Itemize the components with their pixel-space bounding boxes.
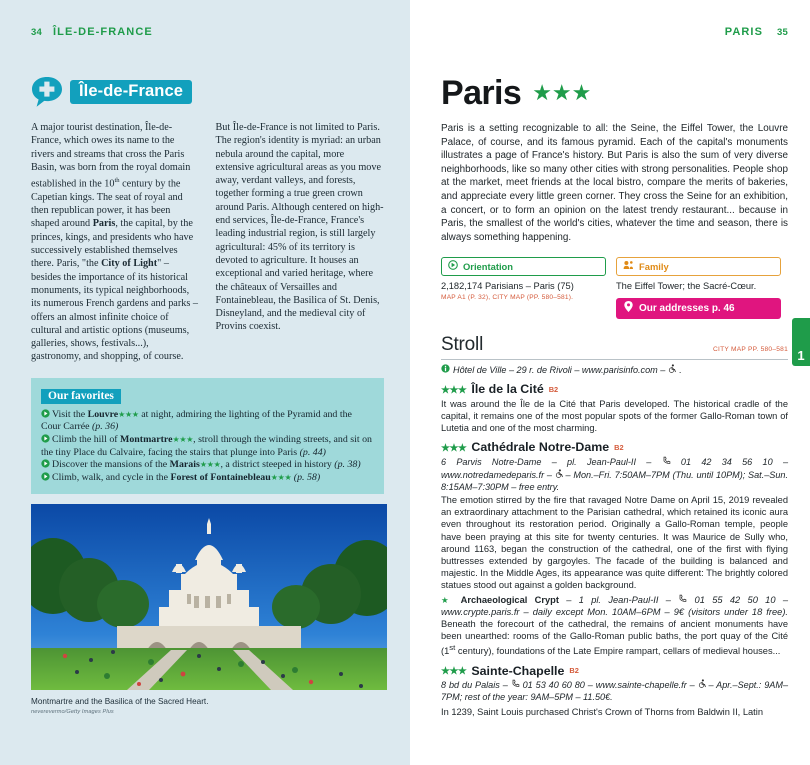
- tourist-office-tail: .: [679, 365, 682, 376]
- phone-icon: [511, 680, 520, 690]
- right-page: [410, 0, 810, 765]
- poi-cathedrale-notre-dame: [441, 441, 788, 657]
- region-badge: [31, 76, 384, 108]
- wheelchair-icon: [698, 680, 706, 690]
- orientation-map-reference: MAP A1 (P. 32), CITY MAP (PP. 580–581).: [441, 294, 574, 302]
- poi-practical-info: 6 Parvis Notre-Dame – pl. Jean-Paul-II – 01 42 34 56 10 – www.notredamedeparis.fr – – Mon.–Fri. 7:50AM–7PM (Thu. until 10PM); Sat.–Sun. 8:15AM–7:30PM – free entry.: [441, 456, 788, 492]
- page-title: [441, 76, 788, 110]
- left-page-number: 34: [31, 27, 42, 38]
- right-page-number: 35: [777, 27, 788, 38]
- right-running-title: PARIS: [724, 26, 764, 38]
- orientation-box: [441, 257, 606, 319]
- poi-title: Île de la Cité: [471, 382, 544, 397]
- our-addresses-button[interactable]: [616, 298, 781, 319]
- family-people-icon: [623, 260, 634, 272]
- poi-map-grid: B2: [569, 666, 579, 676]
- left-column-2: [216, 121, 385, 364]
- poi-heading: [441, 441, 788, 455]
- poi-heading: [441, 665, 788, 679]
- poi-ile-de-la-cite: [441, 383, 788, 434]
- sacre-coeur-photo: [31, 504, 387, 690]
- rating-stars: ★★★: [532, 80, 592, 105]
- info-icon: [441, 364, 450, 376]
- arrow-bullet-icon: [41, 472, 50, 481]
- orientation-label: Orientation: [463, 260, 514, 272]
- info-boxes: [441, 257, 788, 319]
- photo-block: [31, 504, 387, 715]
- orientation-population: 2,182,174 Parisians – Paris (75): [441, 281, 574, 292]
- left-column-1-text: A major tourist destination, Île-de-France, which owes its name to the rivers and streams that cross the Paris Basin, was born from the royal domain established in the 10th century by the Capetian kings. The seat of royal and then republican power, it has been shaped around Paris, the capital, by the princes, kings, and presidents who have successively established themselves there. Paris, "the City of Light" – besides the importance of its historical monuments, its typical neighborhoods, its numerous French gardens and parks – offers an almost infinite choice of cultural and artistic options (museums, galleries, shows, festivals...), gastronomy, and shopping, of course.: [31, 122, 198, 363]
- sub-poi-star: ★: [441, 595, 454, 606]
- family-highlights: The Eiffel Tower; the Sacré-Cœur.: [616, 281, 757, 292]
- left-column-2-text: But Île-de-France is not limited to Paris. The region's identity is myriad: an urban nebula around the capital, more extensive agricultural areas as you move away, verdant valleys, and forests, together forming a true green crown around Paris. Although centered on high-end services, Île-de-France, France's leading industrial region, is still largely agricultural: 45% of its territory is devoted to agriculture. It houses an exceptional and varied heritage, where the châteaux of Versailles and Fontainebleau, the Basilica of St. Denis, Disneyland, and the medieval city of Provins coexist.: [215, 122, 384, 333]
- poi-stars: ★★★: [441, 384, 467, 396]
- phone-icon: [678, 595, 687, 605]
- photo-credit: neverevermo/Getty Images Plus: [31, 709, 114, 716]
- family-header: [616, 257, 781, 276]
- poi-heading: [441, 383, 788, 397]
- poi-title: Cathédrale Notre-Dame: [471, 440, 610, 455]
- stroll-section-header: [441, 334, 788, 360]
- poi-title: Sainte-Chapelle: [471, 663, 565, 678]
- region-badge-label: Île-de-France: [70, 80, 192, 104]
- poi-description: The emotion stirred by the fire that ravaged Notre Dame on April 15, 2019 revealed an extraordinary attachment to the Parisian cathedral, which retained its iconic aura even throughout its restoration period. Originally a Gallo-Roman temple, people have been praying at this site for twenty centuries. It was Maurice de Sully who, around 1163, began the construction of the cathedral, one of the first with flying buttresses extended by gargoyles. The facade of the building is balanced and majestic. In the Middle Ages, its appearance was quite different: The brightly colored statues stood out against a golden background.: [441, 495, 788, 590]
- phone-icon: [662, 457, 671, 467]
- poi-map-grid: B2: [614, 443, 624, 453]
- our-favorites-box: [31, 378, 384, 495]
- plus-speech-bubble-icon: [31, 76, 65, 108]
- poi-description: In 1239, Saint Louis purchased Christ's Crown of Thorns from Baldwin II, Latin: [441, 706, 763, 717]
- arrow-bullet-icon: [41, 409, 50, 418]
- list-item: Discover the mansions of the Marais★★★, a district steeped in history (p. 38): [41, 459, 374, 472]
- compass-icon: [448, 260, 458, 272]
- sub-poi-archaeological-crypt: ★ Archaeological Crypt – 1 pl. Jean-Paul-II – 01 55 42 50 10 – www.crypte.paris.fr – daily except Mon. 10AM–6PM – 9€ (visitors under 18 free). Beneath the forecourt of the cathedral, the remains of ancient monuments have been unearthed: rooms of the Gallo-Roman public baths, the port quay of the Cité (1st century), foundations of the Late Empire rampart, cellars of medieval houses...: [441, 595, 788, 657]
- our-favorites-title: Our favorites: [41, 389, 121, 404]
- section-map-reference: CITY MAP PP. 580–581: [712, 346, 788, 354]
- left-body-columns: [31, 121, 384, 364]
- poi-stars: ★★★: [441, 442, 467, 454]
- poi-description: It was around the Île de la Cité that Paris developed. The historical cradle of the capital, it remains one of the most popular spots of the former Gallo-Roman town of Lutetia and one of the most charming.: [441, 398, 788, 434]
- city-name: Paris: [441, 74, 522, 112]
- tourist-office-line: [441, 364, 788, 376]
- list-item: Climb, walk, and cycle in the Forest of Fontainebleau★★★ (p. 58): [41, 472, 374, 485]
- poi-sainte-chapelle: [441, 665, 788, 718]
- list-item: Visit the Louvre★★★ at night, admiring the lighting of the Pyramid and the Cour Carrée (p. 36): [41, 408, 352, 433]
- wheelchair-icon: [555, 470, 563, 480]
- tourist-office-text: Hôtel de Ville – 29 r. de Rivoli – www.parisinfo.com –: [453, 365, 666, 376]
- poi-stars: ★★★: [441, 665, 467, 677]
- left-column-1: [31, 121, 200, 364]
- family-box: [616, 257, 781, 319]
- intro-paragraph: Paris is a setting recognizable to all: the Seine, the Eiffel Tower, the Louvre Palace, of course, and its famous pyramid. Each of the capital's monuments illustrates a page of France's history. But Paris is also the sum of very diverse neighborhoods, like so many other cities with strong personalities. People shop at the market, meet friends at the local bistro, compare the merits of bakeries, and appreciate every little green corner. They cross the Seine for an exhibition, a concert, or to form an opinion on the latest trendy restaurant... because in Paris, the smallest of the world's cities, whatever the time and season, there is always something happening.: [441, 123, 788, 243]
- section-title: Stroll: [441, 334, 484, 356]
- our-addresses-label: Our addresses p. 46: [639, 302, 735, 314]
- left-running-title: ÎLE-DE-FRANCE: [52, 26, 153, 38]
- arrow-bullet-icon: [41, 434, 50, 443]
- right-running-head: [441, 26, 788, 38]
- orientation-header: [441, 257, 606, 276]
- list-item: Climb the hill of Montmartre★★★, stroll through the winding streets, and sit on the tiny Place du Calvaire, facing the stairs that plunge into Paris (p. 44): [41, 433, 372, 458]
- family-label: Family: [639, 260, 669, 272]
- poi-practical-info: 8 bd du Palais – 01 53 40 60 80 – www.sainte-chapelle.fr – – Apr.–Sept.: 9AM–7PM; rest of the year: 9AM–5PM – 11.50€.: [441, 680, 789, 703]
- our-favorites-list: [41, 409, 374, 485]
- photo-caption: Montmartre and the Basilica of the Sacred Heart.: [31, 697, 209, 707]
- arrow-bullet-icon: [41, 459, 50, 468]
- map-pin-icon: [624, 301, 633, 315]
- poi-map-grid: B2: [548, 385, 559, 395]
- wheelchair-icon: [668, 364, 676, 376]
- left-running-head: [31, 26, 384, 38]
- chapter-edge-tab[interactable]: 1: [792, 318, 810, 366]
